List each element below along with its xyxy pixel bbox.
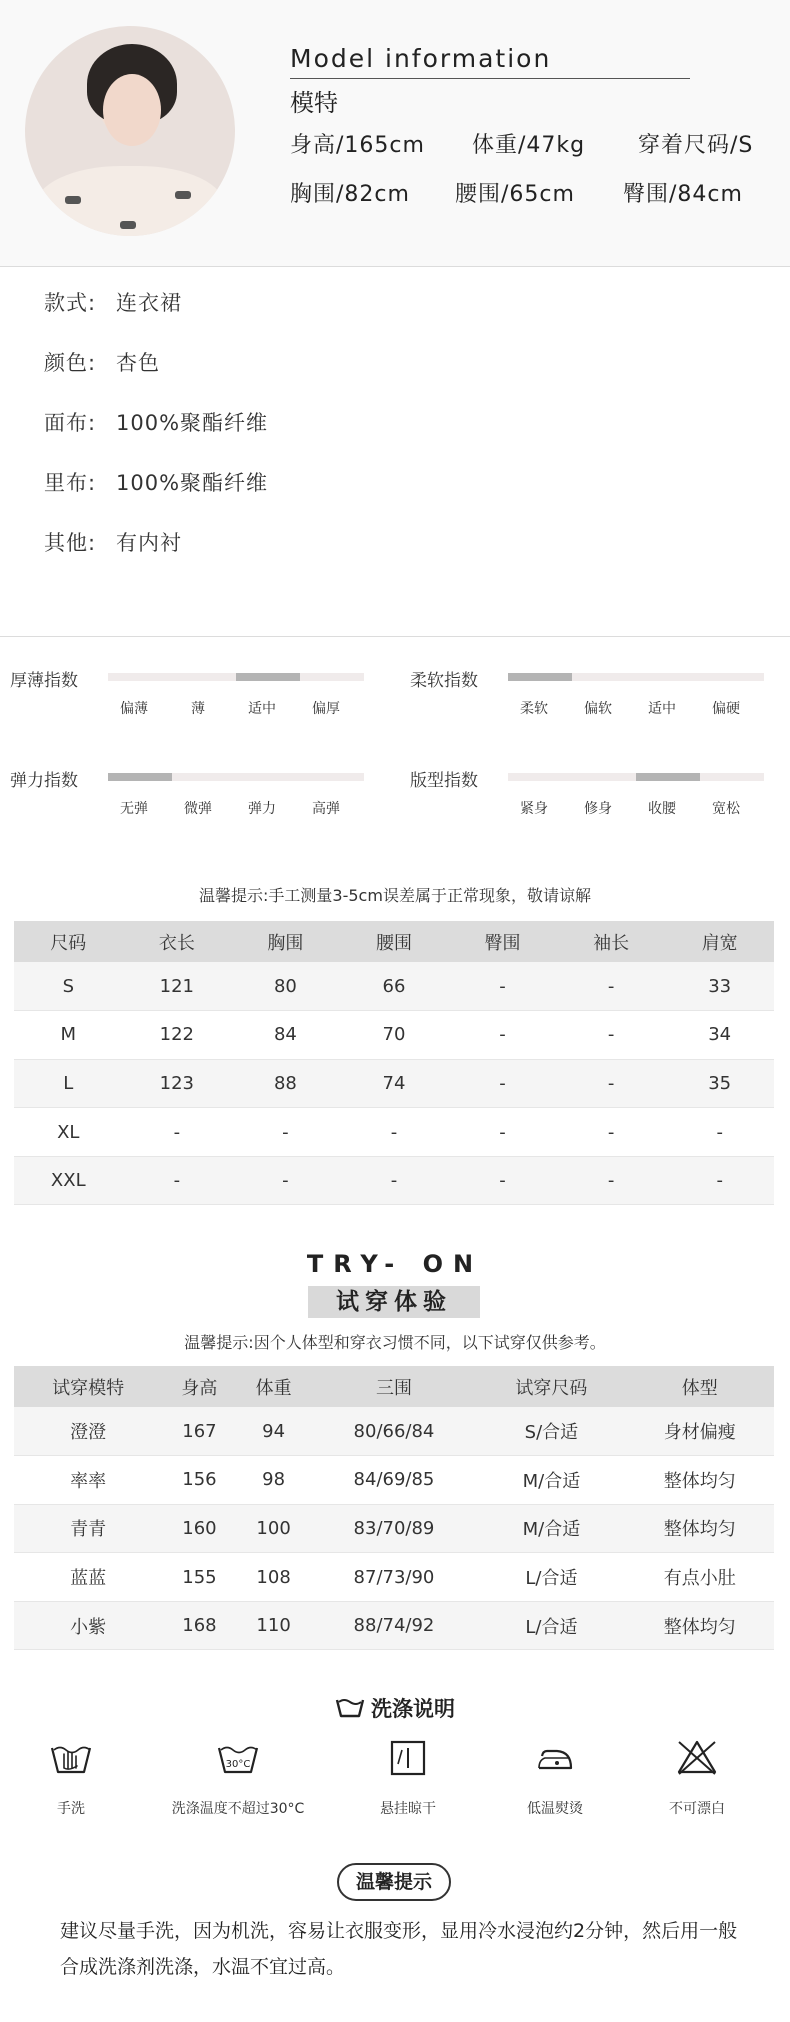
- bow-icon: [65, 196, 81, 204]
- column-header: 袖长: [557, 921, 666, 962]
- column-header: 臀围: [448, 921, 557, 962]
- index-label-thickness: 厚薄指数: [10, 671, 78, 691]
- table-cell: 98: [237, 1456, 311, 1505]
- table-cell: 88/74/92: [311, 1601, 478, 1650]
- wash-item-hand: [0, 1738, 146, 1818]
- table-row: [14, 1407, 774, 1456]
- table-cell: XXL: [14, 1156, 123, 1205]
- table-cell: 66: [340, 962, 449, 1011]
- table-cell: L/合适: [477, 1601, 625, 1650]
- table-cell: 小紫: [14, 1601, 162, 1650]
- table-cell: 35: [665, 1059, 774, 1108]
- model-size: 穿着尺码/S: [638, 133, 754, 158]
- model-weight: 体重/47kg: [472, 133, 586, 158]
- avatar-face: [103, 74, 161, 146]
- table-cell: 155: [162, 1553, 236, 1602]
- index-option: 偏硬: [712, 701, 740, 717]
- wash-30-icon: [216, 1738, 260, 1778]
- index-track-softness: [508, 673, 764, 681]
- table-cell: M/合适: [477, 1456, 625, 1505]
- attribute-key: 颜色:: [44, 351, 97, 375]
- index-option: 偏厚: [312, 701, 340, 717]
- index-fill: [236, 673, 300, 681]
- tryon-title-en: TRY- ON: [306, 1250, 484, 1278]
- index-option: 适中: [248, 701, 276, 717]
- table-cell: 168: [162, 1601, 236, 1650]
- column-header: 肩宽: [665, 921, 774, 962]
- index-option: 偏软: [584, 701, 612, 717]
- wash-label: 悬挂晾干: [380, 1801, 436, 1817]
- index-fill: [636, 773, 700, 781]
- table-cell: M: [14, 1011, 123, 1060]
- table-cell: -: [340, 1156, 449, 1205]
- low-iron-icon: [533, 1738, 577, 1778]
- divider: [0, 266, 790, 267]
- warm-tip-title: 温馨提示: [337, 1863, 451, 1901]
- table-cell: S/合适: [477, 1407, 625, 1456]
- table-cell: 青青: [14, 1504, 162, 1553]
- wash-label: 洗涤温度不超过30°C: [171, 1801, 305, 1817]
- wash-item-low-iron: [480, 1738, 630, 1818]
- table-cell: -: [665, 1156, 774, 1205]
- model-height: 身高/165cm: [290, 133, 425, 158]
- table-row: [14, 1156, 774, 1205]
- table-cell: 33: [665, 962, 774, 1011]
- size-table: [14, 921, 774, 1205]
- table-cell: 83/70/89: [311, 1504, 478, 1553]
- table-cell: 34: [665, 1011, 774, 1060]
- table-cell: -: [448, 1156, 557, 1205]
- table-cell: -: [448, 1108, 557, 1157]
- table-cell: 身材偏瘦: [626, 1407, 774, 1456]
- table-row: [14, 1108, 774, 1157]
- model-waist: 腰围/65cm: [455, 182, 575, 207]
- column-header: 体重: [237, 1366, 311, 1407]
- wash-item-hang-dry: [333, 1738, 483, 1818]
- column-header: 三围: [311, 1366, 478, 1407]
- tryon-title-cn: 试穿体验: [308, 1286, 480, 1318]
- size-table-tip: 温馨提示:手工测量3-5cm误差属于正常现象，敬请谅解: [199, 886, 591, 905]
- index-track-thickness: [108, 673, 364, 681]
- table-cell: 160: [162, 1504, 236, 1553]
- attribute-value: 有内衬: [116, 531, 182, 555]
- index-option: 柔软: [520, 701, 548, 717]
- index-option: 紧身: [520, 801, 548, 817]
- column-header: 胸围: [231, 921, 340, 962]
- title-underline: [290, 78, 690, 79]
- column-header: 衣长: [123, 921, 232, 962]
- table-cell: XL: [14, 1108, 123, 1157]
- table-cell: L: [14, 1059, 123, 1108]
- table-cell: 有点小肚: [626, 1553, 774, 1602]
- bow-icon: [175, 191, 191, 199]
- column-header: 腰围: [340, 921, 449, 962]
- table-row: [14, 1553, 774, 1602]
- model-hip: 臀围/84cm: [623, 182, 743, 207]
- hang-dry-icon: [388, 1738, 428, 1778]
- attribute-style: [44, 287, 182, 317]
- table-row: [14, 1504, 774, 1553]
- index-label-fit: 版型指数: [410, 771, 478, 791]
- column-header: 试穿尺码: [477, 1366, 625, 1407]
- table-cell: 167: [162, 1407, 236, 1456]
- table-cell: 122: [123, 1011, 232, 1060]
- table-cell: -: [557, 1108, 666, 1157]
- size-table-header: [14, 921, 774, 962]
- wash-temp-badge: 30°C: [225, 1759, 251, 1770]
- table-cell: -: [448, 1059, 557, 1108]
- washing-title-text: 洗涤说明: [371, 1697, 455, 1721]
- table-cell: -: [448, 962, 557, 1011]
- column-header: 身高: [162, 1366, 236, 1407]
- table-cell: -: [123, 1156, 232, 1205]
- table-cell: 108: [237, 1553, 311, 1602]
- wash-item-no-bleach: [622, 1738, 772, 1818]
- column-header: 尺码: [14, 921, 123, 962]
- table-cell: 94: [237, 1407, 311, 1456]
- table-cell: -: [231, 1156, 340, 1205]
- attribute-value: 100%聚酯纤维: [116, 411, 269, 435]
- attribute-key: 其他:: [44, 531, 97, 555]
- table-cell: 156: [162, 1456, 236, 1505]
- index-option: 适中: [648, 701, 676, 717]
- attribute-value: 连衣裙: [116, 291, 182, 315]
- wash-tub-icon: [335, 1696, 365, 1720]
- wash-item-30c: [163, 1738, 313, 1818]
- index-option: 高弹: [312, 801, 340, 817]
- attribute-key: 里布:: [44, 471, 97, 495]
- table-cell: 110: [237, 1601, 311, 1650]
- index-option: 微弹: [184, 801, 212, 817]
- table-cell: -: [231, 1108, 340, 1157]
- index-option: 收腰: [648, 801, 676, 817]
- table-cell: 88: [231, 1059, 340, 1108]
- table-cell: -: [340, 1108, 449, 1157]
- table-cell: -: [123, 1108, 232, 1157]
- divider: [0, 636, 790, 637]
- table-cell: 84/69/85: [311, 1456, 478, 1505]
- wash-label: 低温熨烫: [527, 1801, 583, 1817]
- table-cell: 澄澄: [14, 1407, 162, 1456]
- attribute-other: [44, 527, 182, 557]
- table-cell: 123: [123, 1059, 232, 1108]
- column-header: 试穿模特: [14, 1366, 162, 1407]
- index-option: 无弹: [120, 801, 148, 817]
- attribute-key: 款式:: [44, 291, 97, 315]
- table-cell: L/合适: [477, 1553, 625, 1602]
- attribute-value: 杏色: [116, 351, 160, 375]
- index-track-fit: [508, 773, 764, 781]
- index-track-elasticity: [108, 773, 364, 781]
- model-bust: 胸围/82cm: [290, 182, 410, 207]
- column-header: 体型: [626, 1366, 774, 1407]
- attribute-fabric: [44, 407, 268, 437]
- hand-wash-icon: [49, 1738, 93, 1778]
- no-bleach-icon: [675, 1738, 719, 1778]
- table-cell: -: [557, 962, 666, 1011]
- wash-label: 手洗: [57, 1801, 85, 1817]
- index-option: 弹力: [248, 801, 276, 817]
- model-subtitle: 模特: [290, 89, 338, 117]
- table-row: [14, 1456, 774, 1505]
- table-cell: -: [665, 1108, 774, 1157]
- index-option: 宽松: [712, 801, 740, 817]
- table-cell: M/合适: [477, 1504, 625, 1553]
- attribute-key: 面布:: [44, 411, 97, 435]
- tryon-table-header: [14, 1366, 774, 1407]
- index-fill: [508, 673, 572, 681]
- table-cell: 蓝蓝: [14, 1553, 162, 1602]
- table-cell: 80/66/84: [311, 1407, 478, 1456]
- table-cell: 整体均匀: [626, 1456, 774, 1505]
- model-title: Model information: [290, 44, 552, 73]
- table-cell: 121: [123, 962, 232, 1011]
- table-cell: 整体均匀: [626, 1601, 774, 1650]
- bow-icon: [120, 221, 136, 229]
- index-label-elasticity: 弹力指数: [10, 771, 78, 791]
- table-cell: -: [557, 1011, 666, 1060]
- index-label-softness: 柔软指数: [410, 671, 478, 691]
- table-cell: 80: [231, 962, 340, 1011]
- tryon-tip: 温馨提示:因个人体型和穿衣习惯不同，以下试穿仅供参考。: [184, 1333, 606, 1352]
- washing-title: [0, 1693, 790, 1723]
- table-row: [14, 1011, 774, 1060]
- attribute-value: 100%聚酯纤维: [116, 471, 269, 495]
- table-cell: 率率: [14, 1456, 162, 1505]
- warm-tip-text: 建议尽量手洗，因为机洗，容易让衣服变形，显用冷水浸泡约2分钟，然后用一般合成洗涤剂洗涤，水温不宜过高。: [60, 1920, 738, 1978]
- attribute-color: [44, 347, 160, 377]
- table-cell: -: [557, 1156, 666, 1205]
- index-option: 薄: [191, 701, 205, 717]
- table-cell: 74: [340, 1059, 449, 1108]
- model-info-section: [0, 0, 790, 266]
- table-row: [14, 1601, 774, 1650]
- table-cell: 84: [231, 1011, 340, 1060]
- wash-label: 不可漂白: [669, 1801, 725, 1817]
- table-cell: S: [14, 962, 123, 1011]
- table-row: [14, 1059, 774, 1108]
- index-option: 偏薄: [120, 701, 148, 717]
- attribute-lining: [44, 467, 268, 497]
- table-row: [14, 962, 774, 1011]
- table-cell: 整体均匀: [626, 1504, 774, 1553]
- table-cell: -: [557, 1059, 666, 1108]
- table-cell: -: [448, 1011, 557, 1060]
- table-cell: 70: [340, 1011, 449, 1060]
- model-avatar: [25, 26, 235, 236]
- index-option: 修身: [584, 801, 612, 817]
- index-fill: [108, 773, 172, 781]
- tryon-table: [14, 1366, 774, 1650]
- table-cell: 87/73/90: [311, 1553, 478, 1602]
- table-cell: 100: [237, 1504, 311, 1553]
